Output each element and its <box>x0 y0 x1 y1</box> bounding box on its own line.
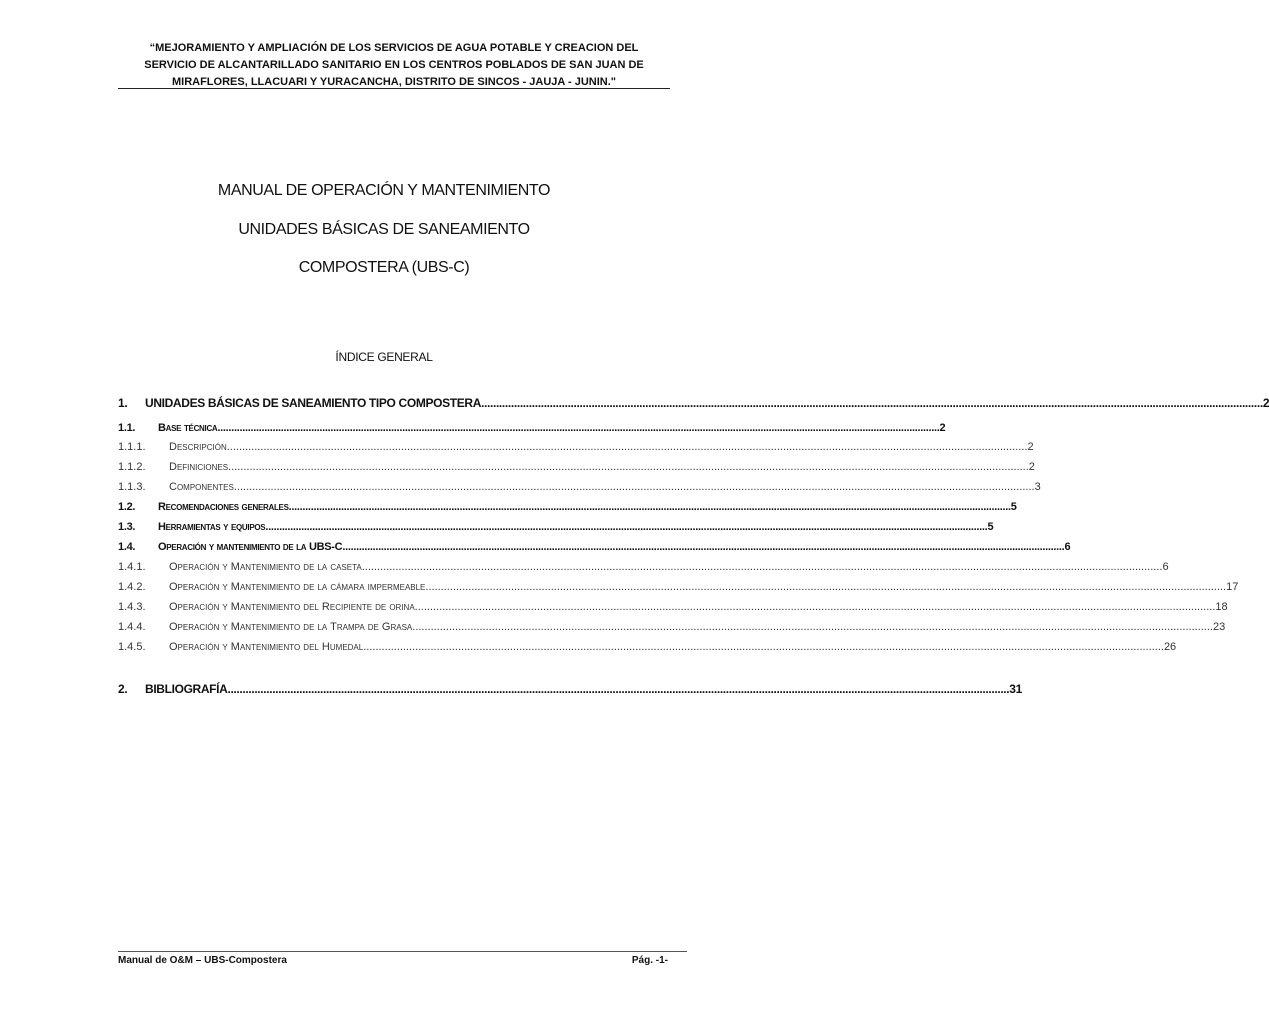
toc-entry[interactable] <box>118 461 1035 473</box>
toc-leader-dots <box>227 682 1009 696</box>
toc-leader-dots <box>415 601 1216 613</box>
toc-leader-dots <box>412 621 1213 633</box>
toc-entry[interactable] <box>118 601 1228 613</box>
toc-entry-number: 1.4.5. <box>118 641 146 653</box>
toc-entry-label: Operación y Mantenimiento del Humedal <box>169 641 364 653</box>
manual-subtitle: UNIDADES BÁSICAS DE SANEAMIENTO <box>238 221 530 238</box>
header-line-1: “MEJORAMIENTO Y AMPLIACIÓN DE LOS SERVICIOS DE AGUA POTABLE Y CREACION DEL <box>149 42 639 54</box>
toc-entry-number: 2. <box>118 682 128 696</box>
toc-entry-page: 31 <box>1009 682 1022 696</box>
footer-page-number: Pág. -1- <box>631 955 668 966</box>
toc-leader-dots <box>265 521 987 533</box>
toc-leader-dots <box>217 422 939 434</box>
toc-entry[interactable] <box>118 521 994 533</box>
toc-entry-page: 2 <box>1027 441 1034 453</box>
toc-entry-page: 6 <box>1162 561 1169 573</box>
footer-document-name: Manual de O&M – UBS-Compostera <box>118 955 287 966</box>
toc-entry-number: 1.1. <box>118 422 136 434</box>
toc-entry-label: Descripción <box>169 441 227 453</box>
toc-entry-label: Operación y Mantenimiento de la caseta <box>169 561 362 573</box>
project-header <box>118 40 670 91</box>
toc-entry[interactable] <box>118 441 1034 453</box>
toc-entry-page: 2 <box>1262 396 1269 410</box>
toc-entry-number: 1.4.1. <box>118 561 146 573</box>
toc-entry-label: Recomendaciones generales <box>158 501 289 513</box>
toc-entry-number: 1.1.3. <box>118 481 146 493</box>
toc-entry-page: 26 <box>1163 641 1177 653</box>
toc-entry-number: 1.4.4. <box>118 621 146 633</box>
header-divider <box>118 88 670 89</box>
toc-entry-label: Componentes <box>169 481 234 493</box>
toc-leader-dots <box>228 461 1029 473</box>
manual-subtitle-2: COMPOSTERA (UBS-C) <box>298 259 470 276</box>
toc-entry-number: 1. <box>118 396 128 410</box>
toc-entry-page: 6 <box>1064 541 1071 553</box>
toc-leader-dots <box>363 641 1164 653</box>
toc-entry-number: 1.4. <box>118 541 136 553</box>
toc-entry[interactable] <box>118 621 1226 633</box>
toc-entry-page: 5 <box>1010 501 1017 513</box>
toc-entry-number: 1.2. <box>118 501 136 513</box>
toc-leader-dots <box>342 541 1064 553</box>
header-line-2: SERVICIO DE ALCANTARILLADO SANITARIO EN LOS CENTROS POBLADOS DE SAN JUAN DE <box>144 59 644 71</box>
toc-heading: ÍNDICE GENERAL <box>335 350 433 364</box>
toc-entry-label: Operación y Mantenimiento del Recipiente de orina <box>169 601 415 613</box>
header-line-3: MIRAFLORES, LLACUARI Y YURACANCHA, DISTRITO DE SINCOS - JAUJA - JUNIN." <box>171 76 617 88</box>
toc-entry-label: UNIDADES BÁSICAS DE SANEAMIENTO TIPO COMPOSTERA <box>145 396 482 410</box>
toc-entry[interactable] <box>118 581 1239 593</box>
toc-leader-dots <box>234 481 1035 493</box>
manual-title: MANUAL DE OPERACIÓN Y MANTENIMIENTO <box>217 182 551 199</box>
toc-entry-label: Operación y mantenimiento de la UBS-C <box>158 541 343 553</box>
toc-entry-label: Base técnica <box>158 422 218 434</box>
toc-entry[interactable] <box>118 561 1169 573</box>
toc-entry-label: Operación y Mantenimiento de la cámara impermeable <box>169 581 426 593</box>
footer-divider <box>118 951 687 952</box>
toc-leader-dots <box>362 561 1163 573</box>
toc-entry-number: 1.1.1. <box>118 441 146 453</box>
toc-entry-page: 2 <box>939 422 946 434</box>
toc-entry[interactable] <box>118 541 1071 553</box>
toc-entry-page: 3 <box>1034 481 1041 493</box>
toc-entry-number: 1.4.3. <box>118 601 146 613</box>
toc-entry[interactable] <box>118 396 1269 410</box>
toc-entry[interactable] <box>118 682 1022 696</box>
toc-entry-page: 5 <box>987 521 994 533</box>
toc-leader-dots <box>425 581 1226 593</box>
toc-leader-dots <box>289 501 1011 513</box>
toc-entry-page: 23 <box>1212 621 1226 633</box>
toc-leader-dots <box>227 441 1028 453</box>
toc-entry-number: 1.1.2. <box>118 461 146 473</box>
toc-entry[interactable] <box>118 501 1017 513</box>
toc-entry-page: 2 <box>1028 461 1035 473</box>
toc-entry[interactable] <box>118 481 1041 493</box>
toc-entry-label: Herramientas y equipos <box>158 521 266 533</box>
toc-entry[interactable] <box>118 641 1177 653</box>
toc-entry-page: 18 <box>1215 601 1228 613</box>
toc-entry-number: 1.3. <box>118 521 136 533</box>
toc-entry-label: Definiciones <box>169 461 229 473</box>
toc-entry-number: 1.4.2. <box>118 581 146 593</box>
toc-entry-page: 17 <box>1226 581 1239 593</box>
toc-leader-dots <box>481 396 1263 410</box>
toc-entry-label: BIBLIOGRAFÍA <box>145 682 228 696</box>
toc-entry[interactable] <box>118 422 946 434</box>
toc-entry-label: Operación y Mantenimiento de la Trampa de Grasa <box>169 621 413 633</box>
